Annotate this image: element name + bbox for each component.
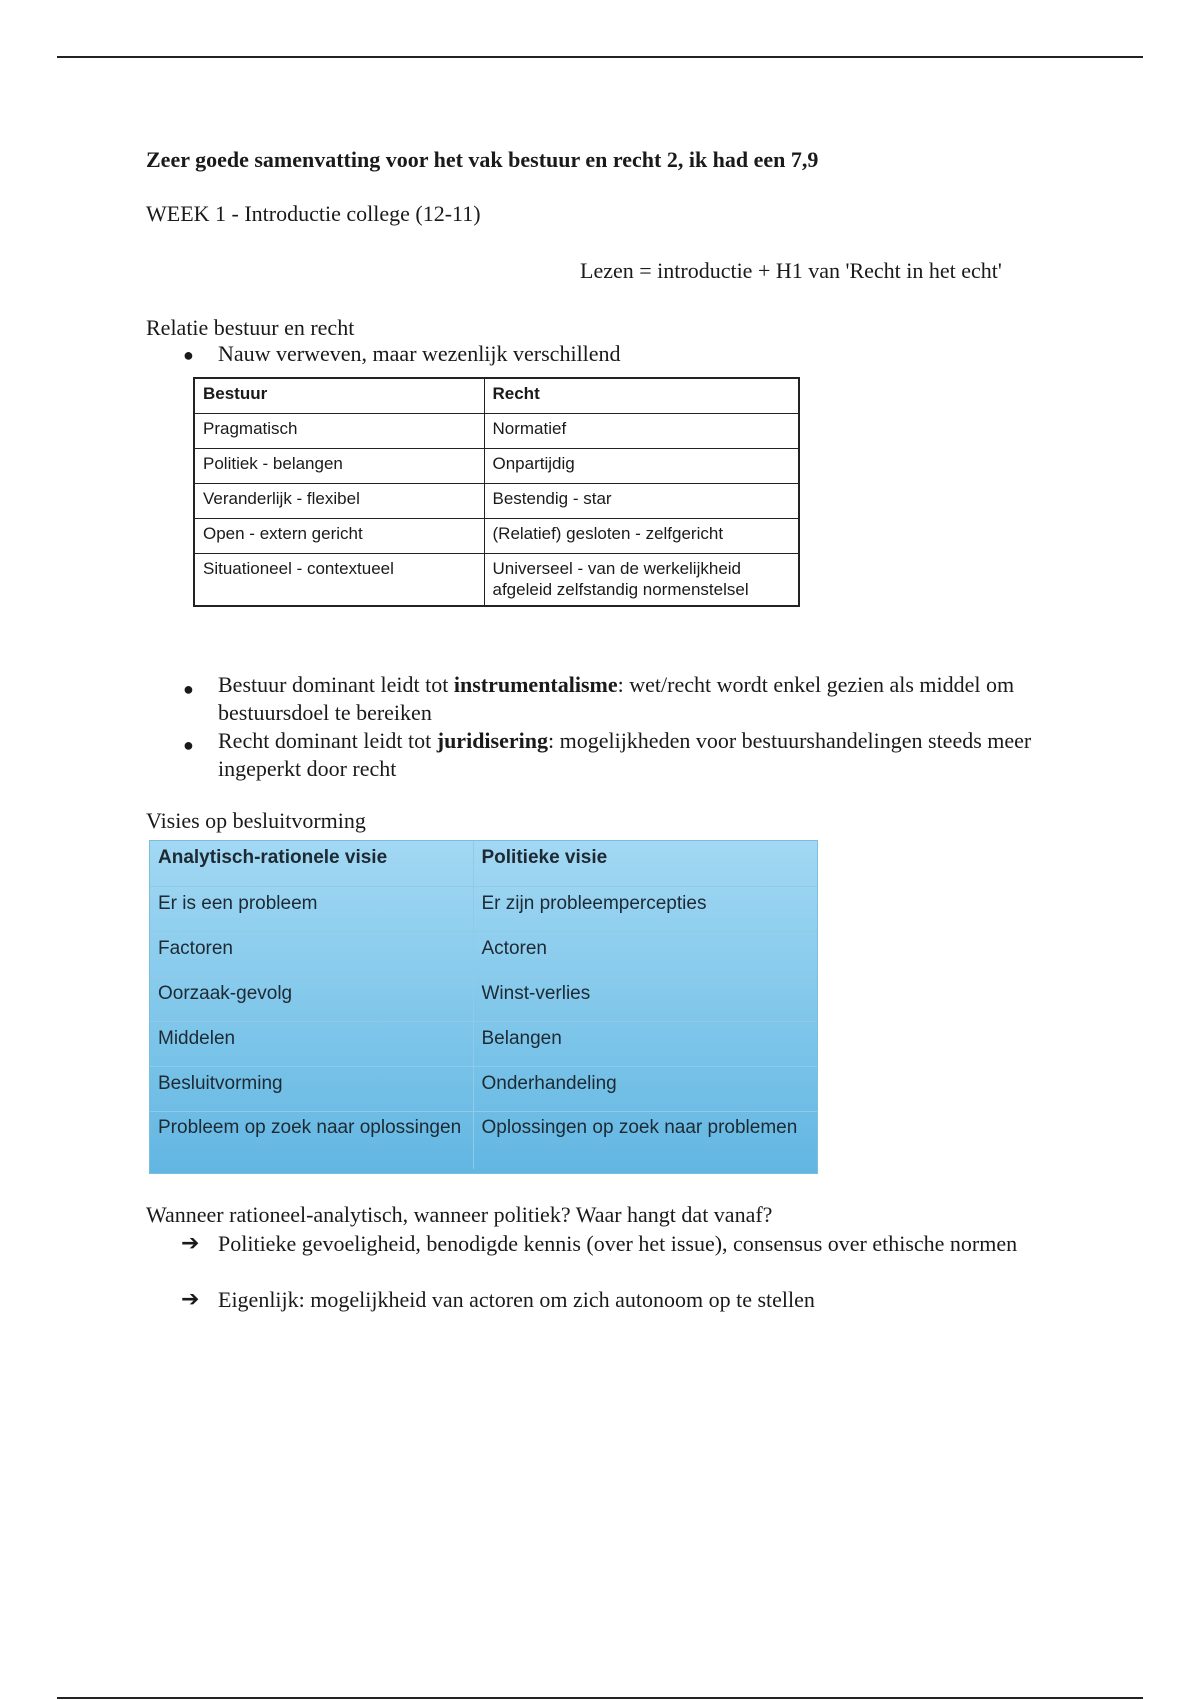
table-cell: Bestendig - star: [484, 483, 799, 518]
table-cell: Veranderlijk - flexibel: [194, 483, 484, 518]
table-cell: Open - extern gericht: [194, 518, 484, 553]
list-item-text: : mogelijkheden voor bestuurshandelingen steeds meer ingeperkt door recht: [218, 728, 1032, 781]
week-heading: WEEK 1 - Introductie college (12-11): [146, 201, 481, 226]
table-header: Recht: [484, 378, 799, 413]
table-cell: Situationeel - contextueel: [194, 553, 484, 606]
document-title: Zeer goede samenvatting voor het vak bestuur en recht 2, ik had een 7,9: [146, 147, 819, 172]
visies-table: [150, 841, 817, 1169]
list-item: [218, 671, 1038, 727]
list-item-text: : wet/recht wordt enkel gezien als middel om bestuursdoel te bereiken: [218, 672, 1015, 725]
table-cell: Er is een probleem: [150, 886, 473, 931]
list-item-bold: juridisering: [436, 728, 548, 753]
table-row: [150, 1021, 817, 1066]
list-item: Nauw verweven, maar wezenlijk verschillend: [218, 341, 621, 366]
table-cell: Politiek - belangen: [194, 448, 484, 483]
table-header: Politieke visie: [473, 841, 817, 886]
table-row: [150, 976, 817, 1021]
table-row: [150, 931, 817, 976]
bullet-icon: ●: [183, 679, 194, 699]
list-item-text: Recht dominant leidt tot: [218, 728, 437, 753]
top-rule: [57, 56, 1143, 58]
table-cell: Normatief: [484, 413, 799, 448]
table-cell: Onderhandeling: [473, 1066, 817, 1111]
bestuur-recht-table: [193, 377, 800, 607]
list-item: [218, 727, 1038, 783]
visies-table-container: [149, 840, 818, 1174]
table-row: [194, 483, 799, 518]
list-item-text: Bestuur dominant leidt tot: [218, 672, 454, 697]
list-item: Eigenlijk: mogelijkheid van actoren om zich autonoom op te stellen: [218, 1287, 815, 1312]
table-row: [194, 448, 799, 483]
section-heading-relatie: Relatie bestuur en recht: [146, 315, 355, 340]
table-row: [150, 1111, 817, 1169]
arrow-right-icon: ➔: [181, 1287, 200, 1312]
section-heading-visies: Visies op besluitvorming: [146, 808, 366, 833]
table-cell: Belangen: [473, 1021, 817, 1066]
list-item-bold: instrumentalisme: [453, 672, 618, 697]
bullet-icon: ●: [183, 345, 194, 365]
table-row: [150, 886, 817, 931]
table-header: Bestuur: [194, 378, 484, 413]
table-cell: Oorzaak-gevolg: [150, 976, 473, 1021]
table-row: [150, 1066, 817, 1111]
table-cell: Oplossingen op zoek naar problemen: [481, 1116, 798, 1138]
table-header: Analytisch-rationele visie: [150, 841, 473, 886]
table-cell: Factoren: [150, 931, 473, 976]
table-cell: Probleem op zoek naar oplossingen: [150, 1111, 473, 1169]
table-row: [194, 518, 799, 553]
table-cell: Onpartijdig: [484, 448, 799, 483]
table-cell: (Relatief) gesloten - zelfgericht: [484, 518, 799, 553]
arrow-right-icon: ➔: [181, 1231, 200, 1256]
table-cell: Universeel - van de werkelijkheid afgeleid zelfstandig normenstelsel: [484, 553, 799, 606]
table-row: [194, 413, 799, 448]
bottom-rule: [57, 1697, 1143, 1699]
table-row: [194, 553, 799, 606]
table-cell: Pragmatisch: [194, 413, 484, 448]
table-cell: Besluitvorming: [150, 1066, 473, 1111]
list-item: Politieke gevoeligheid, benodigde kennis (over het issue), consensus over ethische normen: [218, 1231, 1018, 1256]
reading-note: Lezen = introductie + H1 van 'Recht in het echt': [580, 258, 1002, 283]
table-cell: Er zijn probleempercepties: [473, 886, 817, 931]
table-cell: Winst-verlies: [473, 976, 817, 1021]
table-cell: Middelen: [150, 1021, 473, 1066]
section-heading-wanneer: Wanneer rationeel-analytisch, wanneer politiek? Waar hangt dat vanaf?: [146, 1202, 773, 1227]
bullet-icon: ●: [183, 735, 194, 755]
table-cell: Actoren: [473, 931, 817, 976]
